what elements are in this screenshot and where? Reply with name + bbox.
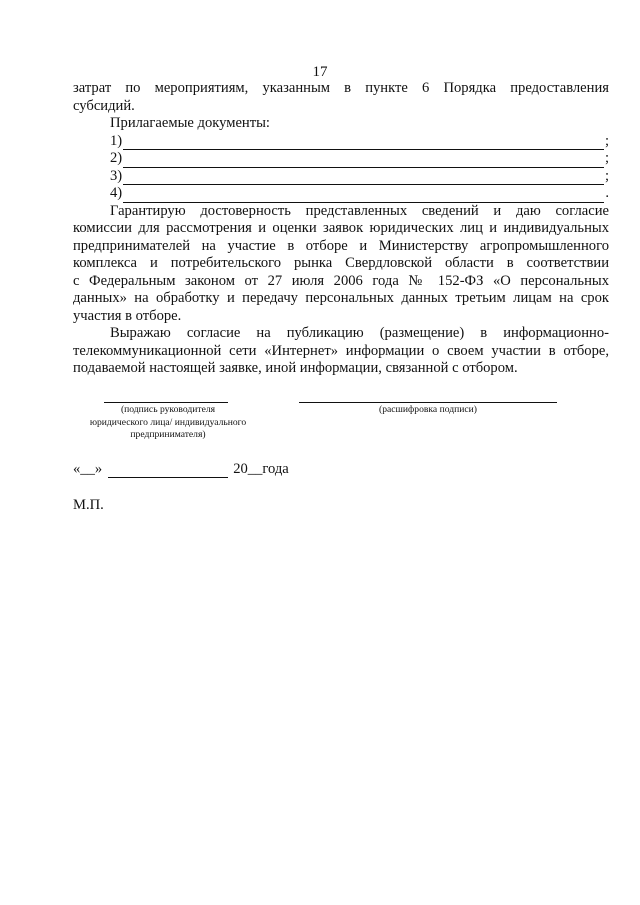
- attachment-number: 2): [110, 150, 123, 166]
- guarantee-line-3: предпринимателей на участие в отборе и Министерству агропромышленного: [73, 237, 609, 254]
- attachment-line-4[interactable]: [110, 185, 609, 203]
- document-body: [73, 80, 609, 378]
- attachment-number: 4): [110, 185, 123, 201]
- stamp-label: М.П.: [73, 497, 104, 513]
- attachment-blank[interactable]: [123, 189, 604, 203]
- attachment-blank[interactable]: [123, 171, 604, 185]
- signature-line[interactable]: [104, 402, 228, 403]
- consent-line-2: телекоммуникационной сети «Интернет» информации о своем участии в отборе,: [73, 342, 609, 359]
- attachment-line-2[interactable]: [110, 150, 609, 168]
- consent-line-3: подаваемой настоящей заявке, иной информации, связанной с отбором.: [73, 360, 518, 376]
- attachment-blank[interactable]: [123, 154, 604, 168]
- date-year[interactable]: 20__года: [233, 461, 289, 477]
- attachment-line-1[interactable]: [110, 133, 609, 151]
- guarantee-line-5: с Федеральным законом от 27 июля 2006 года № 152-ФЗ «О персональных: [73, 272, 609, 289]
- attachment-blank[interactable]: [123, 136, 604, 150]
- guarantee-line-2: комиссии для рассмотрения и оценки заявок юридических лиц и индивидуальных: [73, 220, 609, 236]
- attachment-number: 3): [110, 167, 123, 184]
- date-month-blank[interactable]: [108, 463, 228, 478]
- signature-caption: (подпись руководителя юридического лица/ индивидуального предпринимателя): [89, 404, 247, 440]
- attachment-end: ;: [604, 167, 609, 184]
- attachment-end: ;: [604, 132, 609, 149]
- page-number: 17: [312, 64, 328, 80]
- attachments-heading: Прилагаемые документы:: [110, 115, 270, 131]
- signature-decoding-line[interactable]: [299, 402, 557, 403]
- attachment-line-3[interactable]: [110, 168, 609, 186]
- consent-line-1: Выражаю согласие на публикацию (размещение) в информационно-: [110, 325, 609, 341]
- signature-decoding-caption: (расшифровка подписи): [379, 404, 477, 415]
- guarantee-line-6: данных» на обработку и передачу персональных данных третьим лицам на срок: [73, 290, 609, 306]
- date-row: [73, 460, 289, 478]
- guarantee-line-4: комплекса и потребительского рынка Свердловской области в соответствии: [73, 255, 609, 271]
- guarantee-line-7: участия в отборе.: [73, 307, 182, 324]
- date-day[interactable]: «__»: [73, 461, 103, 477]
- attachment-number: 1): [110, 132, 123, 149]
- attachment-end: ;: [604, 150, 609, 166]
- paragraph-1-line-2: субсидий.: [73, 97, 135, 114]
- attachment-end: .: [605, 185, 609, 201]
- paragraph-1-line-1: затрат по мероприятиям, указанным в пункте 6 Порядка предоставления: [73, 80, 609, 96]
- guarantee-line-1: Гарантирую достоверность представленных сведений и даю согласие: [110, 202, 609, 219]
